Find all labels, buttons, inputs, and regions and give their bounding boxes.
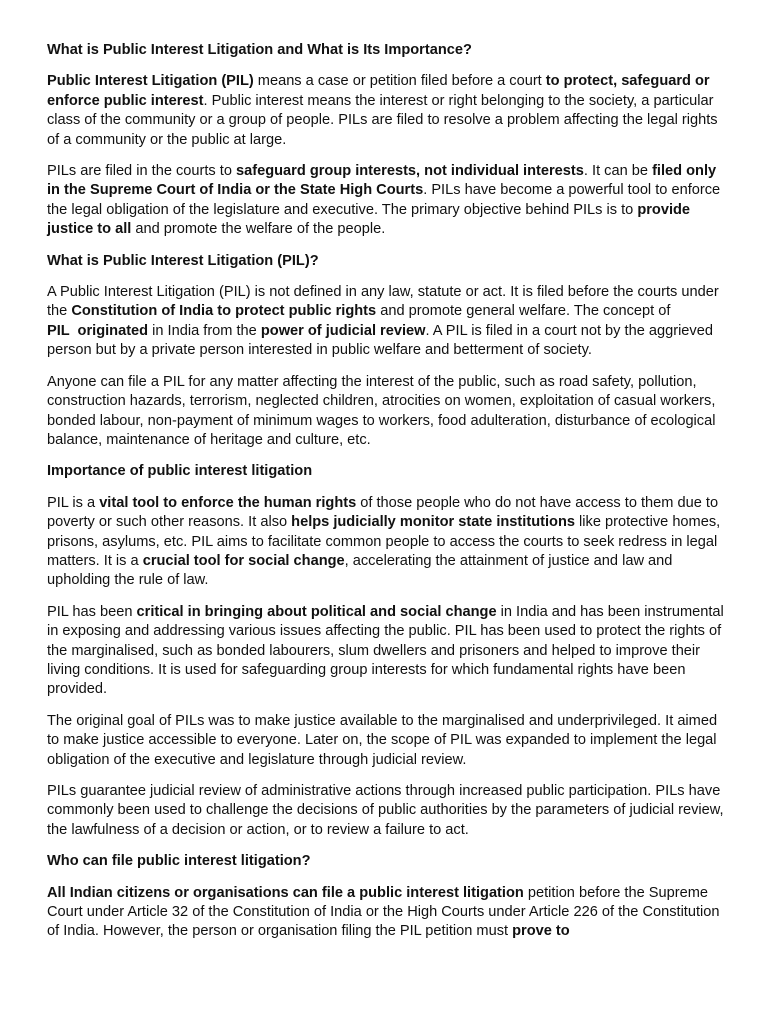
body-text: PIL is a <box>47 494 100 511</box>
body-text: . It can be <box>583 163 653 180</box>
bold-text: Public Interest Litigation (PIL) <box>47 73 254 90</box>
body-text: means a case or petition filed before a court <box>253 73 546 90</box>
bold-text: All Indian citizens or organisations can file a public interest litigation <box>47 884 524 901</box>
body-text: and promote the welfare of the people. <box>131 221 386 238</box>
body-text: A Public Interest Litigation (PIL) is not defined in any law, statute or act. It is filed before the courts under the <box>47 284 719 320</box>
body-text: , accelerating the attainment of justice and law and upholding the rule of law. <box>47 552 673 589</box>
bold-text: to protect, safeguard or enforce public interest <box>47 73 710 109</box>
heading-importance-of-pil: Importance of public interest litigation <box>47 463 313 480</box>
bold-text: safeguard group interests, not individual interests <box>236 163 584 180</box>
paragraph-judicial-review: PILs guarantee judicial review of administrative actions through increased public participation. PILs have commonly been used to challenge the decisions of public authorities by the parameters of judicial review, the lawfulness of a decision or action, or to review a failure to act. <box>47 783 724 838</box>
bold-text: power of judicial review <box>260 322 426 339</box>
heading-who-can-file: Who can file public interest litigation? <box>47 853 311 870</box>
bold-text: prove to <box>512 923 570 940</box>
bold-text: helps judicially monitor state institutions <box>291 514 575 531</box>
paragraph-vital-tool <box>47 494 725 591</box>
heading-what-is-pil: What is Public Interest Litigation (PIL)? <box>47 252 319 269</box>
bold-text: Constitution of India to protect public rights <box>71 303 377 320</box>
body-text: PILs are filed in the courts to <box>47 163 237 180</box>
bold-text: critical in bringing about political and social change <box>136 603 497 620</box>
body-text: in India and has been instrumental in exposing and addressing various issues affecting the public. PIL has been used to protect the rights of the marginalised, such as bonded labourers, slum dwellers and prisoners and helped to improve their living conditions. It is used for safeguarding group interests for which fundamental rights have been provided. <box>47 603 724 698</box>
body-text: like protective homes, prisons, asylums, etc. PIL aims to facilitate common people to access the courts to seek redress in legal matters. It is a <box>47 514 721 569</box>
body-text: of those people who do not have access to them due to poverty or such other reasons. It also <box>47 494 719 531</box>
body-text: PIL has been <box>47 603 137 620</box>
paragraph-pil-definition <box>47 72 725 150</box>
bold-text: vital tool to enforce the human rights <box>99 494 357 511</box>
body-text: . A PIL is filed in a court not by the aggrieved person but by a private person interested in public welfare and betterment of society. <box>47 322 713 359</box>
body-text: . PILs have become a powerful tool to enforce the legal obligation of the legislature and executive. The primary objective behind PILs is to <box>47 182 721 218</box>
body-text: petition before the Supreme Court under Article 32 of the Constitution of India or the High Courts under Article 226 of the Constitution of India. However, the person or organisation filing the PIL petition must <box>47 884 720 940</box>
body-text: in India from the <box>148 322 261 339</box>
paragraph-anyone-can-file: Anyone can file a PIL for any matter affecting the interest of the public, such as road safety, pollution, construction hazards, terrorism, neglected children, atrocities on women, exploitation of casual workers, bonded labour, non-payment of minimum wages to workers, food adulteration, disturbance of ecological balance, maintenance of heritage and culture, etc. <box>47 373 716 448</box>
paragraph-critical-change <box>47 603 725 700</box>
bold-text: PIL originated <box>47 322 149 339</box>
bold-text: filed only in the Supreme Court of India or the State High Courts <box>47 163 717 199</box>
bold-text: provide justice to all <box>47 201 691 238</box>
paragraph-pil-filing <box>47 162 725 240</box>
body-text: and promote general welfare. The concept of <box>376 303 671 320</box>
paragraph-pil-not-defined <box>47 283 725 361</box>
body-text: . Public interest means the interest or right belonging to the society, a particular class of the community or a group of people. PILs are filed to resolve a problem affecting the legal rights of a community or the public at large. <box>47 92 718 148</box>
paragraph-citizens-can-file <box>47 884 725 942</box>
heading-what-is-pil-importance: What is Public Interest Litigation and What is Its Importance? <box>47 42 472 58</box>
paragraph-original-goal: The original goal of PILs was to make justice available to the marginalised and underprivileged. It aimed to make justice accessible to everyone. Later on, the scope of PIL was expanded to implement the legal obligation of the executive and legislature through judicial review. <box>47 712 718 768</box>
document-page <box>47 41 725 954</box>
bold-text: crucial tool for social change <box>142 552 345 569</box>
